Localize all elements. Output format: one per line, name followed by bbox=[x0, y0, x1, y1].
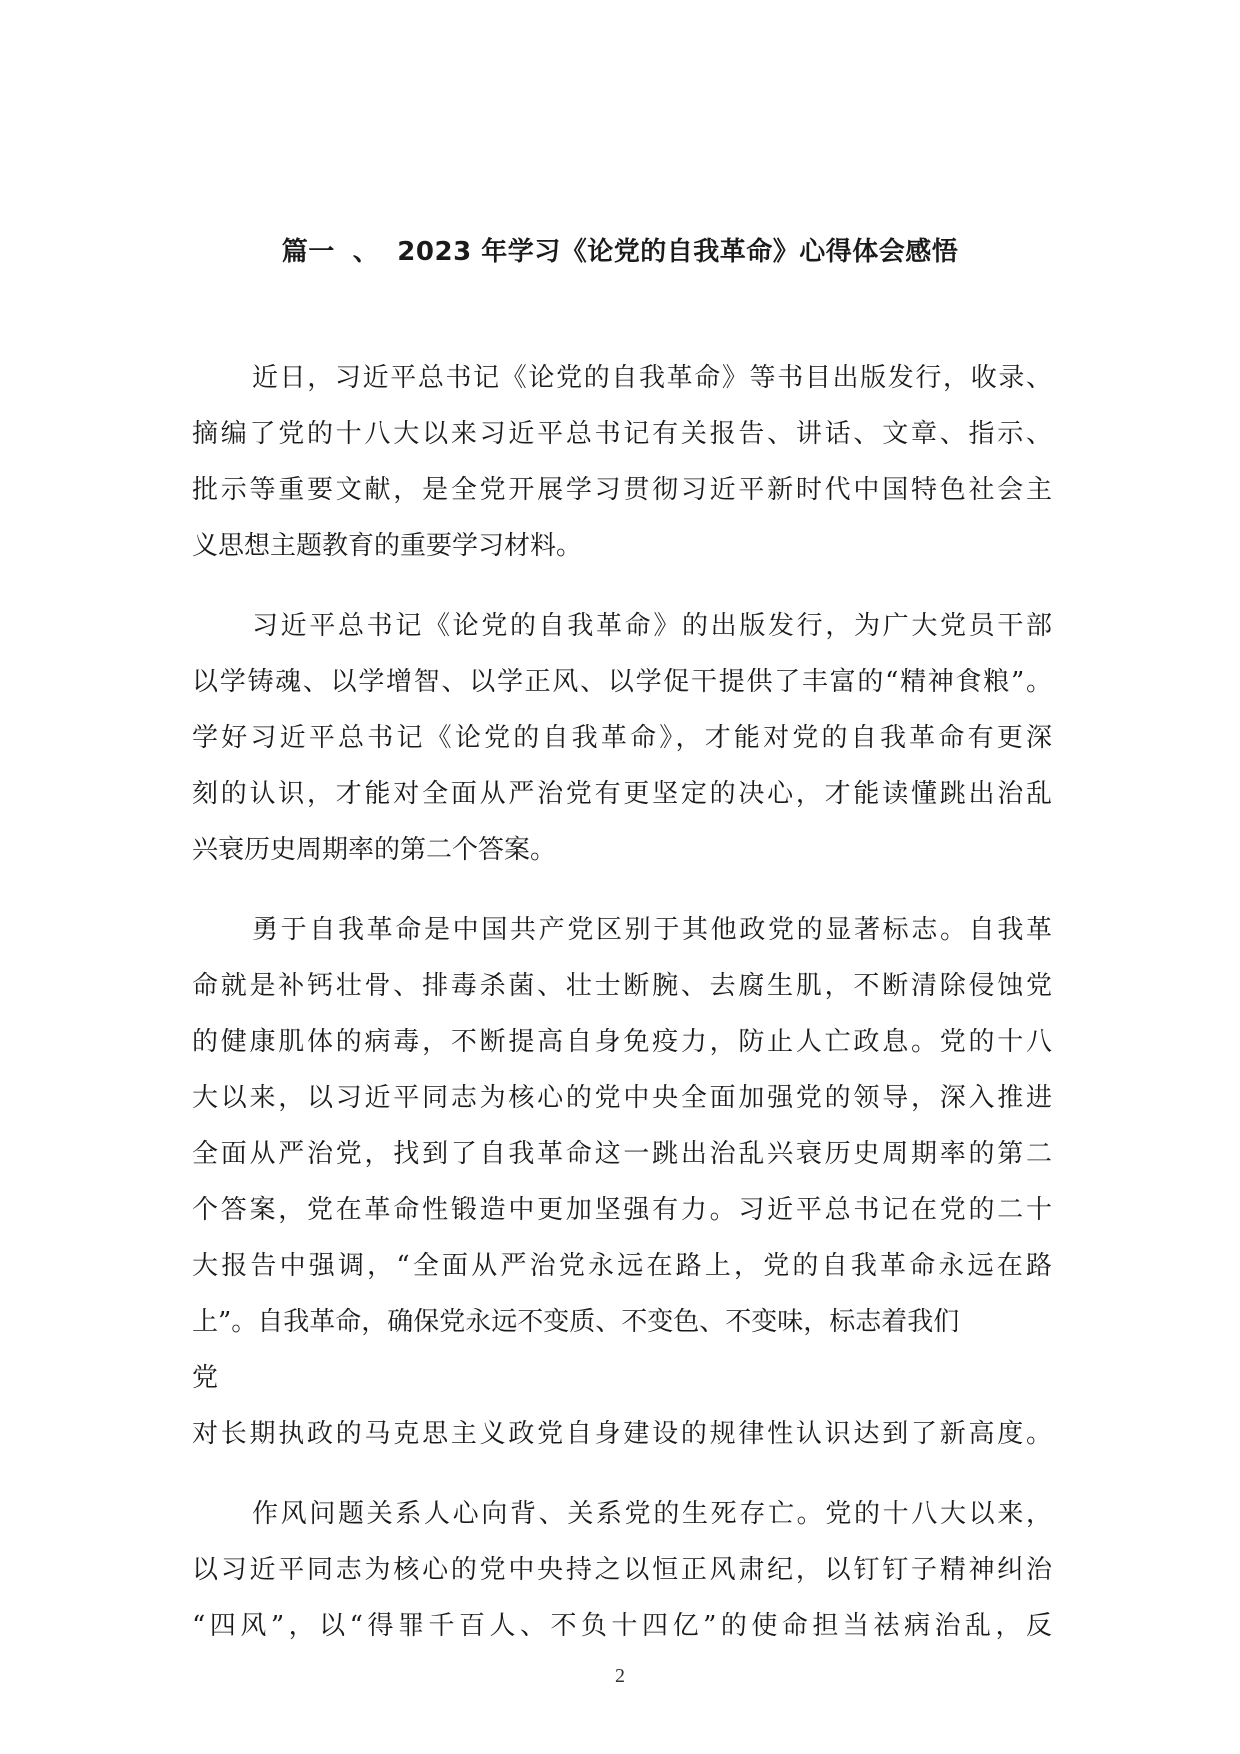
paragraph-line: 以习近平同志为核心的党中央持之以恒正风肃纪，以钉钉子精神纠治 bbox=[192, 1555, 1052, 1585]
paragraph-line: 批示等重要文献，是全党开展学习贯彻习近平新时代中国特色社会主 bbox=[192, 475, 1052, 505]
paragraph-line: 学好习近平总书记《论党的自我革命》，才能对党的自我革命有更深 bbox=[192, 723, 1052, 753]
paragraph-line: 对长期执政的马克思主义政党自身建设的规律性认识达到了新高度。 bbox=[192, 1419, 1052, 1449]
page-number: 2 bbox=[615, 1665, 625, 1687]
paragraph-line: 全面从严治党，找到了自我革命这一跳出治乱兴衰历史周期率的第二 bbox=[192, 1139, 1052, 1169]
title-separator: 、 bbox=[352, 237, 380, 267]
paragraph-line: 党 bbox=[192, 1363, 219, 1393]
paragraph-line: 兴衰历史周期率的第二个答案。 bbox=[192, 835, 557, 865]
paragraph-line: 以学铸魂、以学增智、以学正风、以学促干提供了丰富的“精神食粮”。 bbox=[192, 667, 1052, 697]
paragraph bbox=[192, 598, 1052, 878]
paragraph-line: 习近平总书记《论党的自我革命》的出版发行，为广大党员干部 bbox=[252, 611, 1052, 641]
paragraph-line: 近日，习近平总书记《论党的自我革命》等书目出版发行，收录、 bbox=[252, 363, 1052, 393]
paragraph-line: 大以来，以习近平同志为核心的党中央全面加强党的领导，深入推进 bbox=[192, 1083, 1052, 1113]
paragraph bbox=[192, 1486, 1052, 1654]
document-title bbox=[0, 232, 1240, 272]
paragraph-line: 上”。自我革命，确保党永远不变质、不变色、不变味，标志着我们 bbox=[192, 1307, 960, 1337]
paragraph-line: 勇于自我革命是中国共产党区别于其他政党的显著标志。自我革 bbox=[252, 915, 1052, 945]
document-body bbox=[192, 350, 1052, 1678]
paragraph bbox=[192, 902, 1052, 1462]
paragraph bbox=[192, 350, 1052, 574]
title-part-number: 篇一 bbox=[281, 237, 335, 267]
paragraph-line: 命就是补钙壮骨、排毒杀菌、壮士断腕、去腐生肌，不断清除侵蚀党 bbox=[192, 971, 1052, 1001]
title-text: 2023 年学习《论党的自我革命》心得体会感悟 bbox=[397, 237, 959, 267]
paragraph-line: 摘编了党的十八大以来习近平总书记有关报告、讲话、文章、指示、 bbox=[192, 419, 1052, 449]
paragraph-line: 大报告中强调，“全面从严治党永远在路上，党的自我革命永远在路 bbox=[192, 1251, 1052, 1281]
paragraph-line: “四风”，以“得罪千百人、不负十四亿”的使命担当祛病治乱，反 bbox=[192, 1611, 1052, 1641]
paragraph-line: 义思想主题教育的重要学习材料。 bbox=[192, 531, 583, 561]
paragraph-line: 的健康肌体的病毒，不断提高自身免疫力，防止人亡政息。党的十八 bbox=[192, 1027, 1052, 1057]
paragraph-line: 作风问题关系人心向背、关系党的生死存亡。党的十八大以来， bbox=[252, 1499, 1052, 1529]
paragraph-line: 刻的认识，才能对全面从严治党有更坚定的决心，才能读懂跳出治乱 bbox=[192, 779, 1052, 809]
paragraph-line: 个答案，党在革命性锻造中更加坚强有力。习近平总书记在党的二十 bbox=[192, 1195, 1052, 1225]
